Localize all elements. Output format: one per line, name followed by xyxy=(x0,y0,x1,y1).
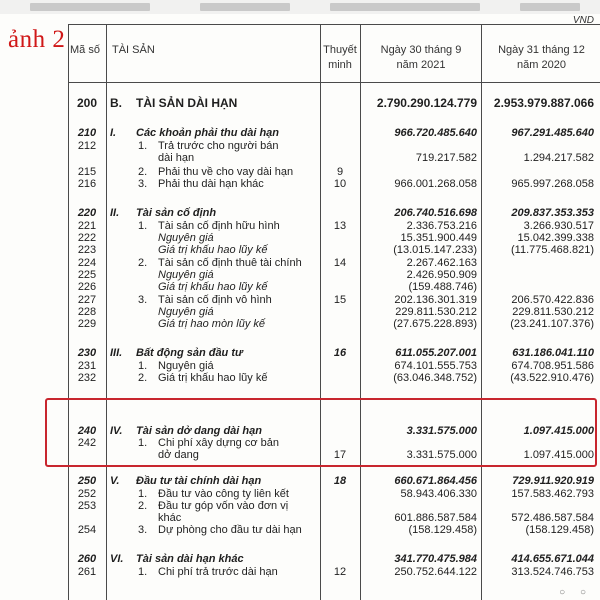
row-value-2020: 572.486.587.584 xyxy=(511,512,594,524)
row-code: 224 xyxy=(77,257,97,269)
row-value-2021: 611.055.207.001 xyxy=(395,347,477,359)
row-code: 216 xyxy=(77,178,97,190)
row-name: TÀI SẢN DÀI HẠN xyxy=(136,96,238,110)
row-value-2021: 202.136.301.319 xyxy=(394,294,477,306)
row-roman: III. xyxy=(110,347,123,359)
row-item-number: 1. xyxy=(138,220,148,232)
table-row xyxy=(0,269,600,281)
row-code: 230 xyxy=(77,347,97,359)
row-name: dở dang xyxy=(158,449,199,461)
row-value-2020: 157.583.462.793 xyxy=(511,488,594,500)
currency-label: VND xyxy=(572,15,594,26)
row-note: 13 xyxy=(333,220,347,232)
row-name: Tài sản cố định xyxy=(136,207,217,219)
table-row xyxy=(0,372,600,384)
row-name: Nguyên giá xyxy=(158,232,214,244)
row-item-number: 2. xyxy=(138,372,148,384)
row-name: Phải thu dài hạn khác xyxy=(158,178,264,190)
row-code: 242 xyxy=(77,437,97,449)
row-code: 227 xyxy=(77,294,97,306)
row-code: 200 xyxy=(76,96,98,110)
row-value-2020: 209.837.353.353 xyxy=(511,207,594,219)
row-code: 223 xyxy=(77,244,97,256)
row-name: Dự phòng cho đầu tư dài hạn xyxy=(158,524,302,536)
row-name: Trả trước cho người bán xyxy=(158,140,279,152)
row-item-number: 3. xyxy=(138,524,148,536)
header-code: Mã số xyxy=(70,44,100,56)
row-name: Bất động sản đầu tư xyxy=(136,347,243,359)
table-row xyxy=(0,512,600,524)
row-name: Các khoản phải thu dài hạn xyxy=(136,127,280,139)
row-value-2020: (11.775.468.821) xyxy=(511,244,594,256)
row-name: Nguyên giá xyxy=(158,269,214,281)
header-col1-2: năm 2021 xyxy=(396,59,446,71)
row-roman: B. xyxy=(110,96,122,110)
row-value-2020: 3.266.930.517 xyxy=(523,220,594,232)
header-note-2: minh xyxy=(328,59,352,71)
row-code: 261 xyxy=(77,566,97,578)
row-name: Tài sản cố định thuê tài chính xyxy=(158,257,302,269)
row-value-2021: 3.331.575.000 xyxy=(406,425,477,437)
row-name: Đầu tư vào công ty liên kết xyxy=(158,488,289,500)
table-row xyxy=(0,306,600,318)
header-assets: TÀI SẢN xyxy=(112,44,155,56)
table-row xyxy=(0,166,600,178)
table-row xyxy=(0,488,600,500)
table-row xyxy=(0,220,600,232)
header-col2-2: năm 2020 xyxy=(517,59,566,71)
row-name: dài hạn xyxy=(158,152,195,164)
row-name: Đầu tư góp vốn vào đơn vị xyxy=(158,500,289,512)
row-code: 229 xyxy=(77,318,97,330)
table-row xyxy=(0,566,600,578)
row-value-2021: 674.101.555.753 xyxy=(394,360,477,372)
row-name: Tài sản cố định hữu hình xyxy=(158,220,280,232)
row-code: 215 xyxy=(77,166,97,178)
row-item-number: 1. xyxy=(138,566,148,578)
row-name: Tài sản dở dang dài hạn xyxy=(136,425,262,437)
row-code: 253 xyxy=(77,500,97,512)
table-row xyxy=(0,257,600,269)
row-value-2020: 206.570.422.836 xyxy=(511,294,594,306)
row-roman: V. xyxy=(110,475,120,487)
row-value-2020: 414.655.671.044 xyxy=(511,553,594,565)
row-code: 232 xyxy=(77,372,97,384)
row-value-2021: 2.267.462.163 xyxy=(406,257,477,269)
row-roman: II. xyxy=(110,207,120,219)
table-row xyxy=(0,97,600,109)
row-value-2020: 1.294.217.582 xyxy=(523,152,594,164)
row-value-2021: 250.752.644.122 xyxy=(394,566,477,578)
row-name: Giá trị khấu hao lũy kế xyxy=(158,244,268,256)
table-row xyxy=(0,475,600,487)
table-row xyxy=(0,232,600,244)
row-code: 254 xyxy=(77,524,97,536)
row-value-2020: 631.186.041.110 xyxy=(512,347,594,359)
row-value-2021: (13.015.147.233) xyxy=(393,244,477,256)
row-value-2020: 1.097.415.000 xyxy=(523,425,594,437)
row-value-2021: 2.790.290.124.779 xyxy=(376,96,477,110)
row-value-2021: 206.740.516.698 xyxy=(394,207,477,219)
row-item-number: 2. xyxy=(138,500,148,512)
row-value-2021: (159.488.746) xyxy=(408,281,477,293)
header-col2-1: Ngày 31 tháng 12 xyxy=(498,44,585,56)
row-code: 252 xyxy=(77,488,97,500)
table-row xyxy=(0,553,600,565)
row-code: 225 xyxy=(77,269,97,281)
row-note: 15 xyxy=(333,294,347,306)
row-item-number: 3. xyxy=(138,178,148,190)
row-name: Giá trị khấu hao lũy kế xyxy=(158,281,268,293)
table-row xyxy=(0,244,600,256)
row-value-2021: 3.331.575.000 xyxy=(406,449,477,461)
top-browser-strip xyxy=(0,0,600,14)
row-item-number: 1. xyxy=(138,437,148,449)
row-value-2020: 674.708.951.586 xyxy=(511,360,594,372)
row-value-2020: 15.042.399.338 xyxy=(517,232,594,244)
row-value-2021: 58.943.406.330 xyxy=(400,488,477,500)
row-item-number: 1. xyxy=(138,488,148,500)
table-row xyxy=(0,294,600,306)
row-note: 14 xyxy=(333,257,347,269)
row-value-2020: 965.997.268.058 xyxy=(511,178,594,190)
row-value-2021: 2.336.753.216 xyxy=(406,220,477,232)
row-name: Phải thu về cho vay dài hạn xyxy=(158,166,294,178)
row-code: 231 xyxy=(77,360,97,372)
row-name: Chi phí trả trước dài hạn xyxy=(158,566,278,578)
table-row xyxy=(0,207,600,219)
row-value-2021: (158.129.458) xyxy=(408,524,477,536)
row-roman: VI. xyxy=(110,553,124,565)
row-code: 210 xyxy=(77,127,97,139)
row-roman: IV. xyxy=(110,425,123,437)
row-item-number: 1. xyxy=(138,360,148,372)
row-value-2021: 601.886.587.584 xyxy=(394,512,477,524)
table-row xyxy=(0,178,600,190)
balance-sheet xyxy=(0,24,600,600)
row-note: 10 xyxy=(333,178,347,190)
row-value-2020: (23.241.107.376) xyxy=(510,318,594,330)
table-row xyxy=(0,127,600,139)
row-name: Nguyên giá xyxy=(158,360,214,372)
row-value-2021: 15.351.900.449 xyxy=(400,232,477,244)
row-name: Chi phí xây dựng cơ bản xyxy=(158,437,279,449)
row-code: 221 xyxy=(77,220,97,232)
row-value-2020: (43.522.910.476) xyxy=(510,372,594,384)
row-value-2020: (158.129.458) xyxy=(525,524,594,536)
row-value-2021: 660.671.864.456 xyxy=(394,475,477,487)
row-code: 260 xyxy=(77,553,97,565)
row-value-2020: 967.291.485.640 xyxy=(511,127,594,139)
row-value-2020: 1.097.415.000 xyxy=(523,449,594,461)
row-name: khác xyxy=(158,512,182,524)
row-name: Tài sản cố định vô hình xyxy=(158,294,272,306)
row-value-2021: 341.770.475.984 xyxy=(394,553,477,565)
table-row xyxy=(0,318,600,330)
row-value-2021: 966.720.485.640 xyxy=(394,127,477,139)
row-value-2021: 229.811.530.212 xyxy=(395,306,477,318)
row-value-2021: (27.675.228.893) xyxy=(393,318,477,330)
header-col1-1: Ngày 30 tháng 9 xyxy=(380,44,462,56)
table-row xyxy=(0,347,600,359)
row-item-number: 1. xyxy=(138,140,148,152)
row-code: 220 xyxy=(77,207,97,219)
highlight-box xyxy=(45,398,597,467)
row-value-2020: 2.953.979.887.066 xyxy=(493,96,594,110)
row-code: 228 xyxy=(77,306,97,318)
row-item-number: 2. xyxy=(138,166,148,178)
row-note: 9 xyxy=(336,166,344,178)
row-name: Giá trị khấu hao lũy kế xyxy=(158,372,268,384)
row-value-2021: 2.426.950.909 xyxy=(406,269,477,281)
row-value-2021: 966.001.268.058 xyxy=(394,178,477,190)
bottom-icons: ○ ○ xyxy=(559,587,592,598)
row-name: Giá trị hao mòn lũy kế xyxy=(158,318,265,330)
image-label: ảnh 2 xyxy=(8,26,66,53)
row-note: 18 xyxy=(333,475,347,487)
row-code: 240 xyxy=(77,425,97,437)
table-row xyxy=(0,500,600,512)
row-value-2020: 229.811.530.212 xyxy=(512,306,594,318)
table-row xyxy=(0,152,600,164)
row-note: 16 xyxy=(333,347,347,359)
row-code: 250 xyxy=(77,475,97,487)
row-item-number: 2. xyxy=(138,257,148,269)
row-value-2020: 729.911.920.919 xyxy=(512,475,594,487)
row-code: 226 xyxy=(77,281,97,293)
row-name: Đầu tư tài chính dài hạn xyxy=(136,475,262,487)
row-value-2021: 719.217.582 xyxy=(415,152,477,164)
row-note: 17 xyxy=(333,449,347,461)
table-row xyxy=(0,524,600,536)
row-code: 212 xyxy=(77,140,97,152)
header-note-1: Thuyết xyxy=(323,44,357,56)
row-value-2020: 313.524.746.753 xyxy=(511,566,594,578)
row-item-number: 3. xyxy=(138,294,148,306)
row-name: Nguyên giá xyxy=(158,306,214,318)
table-row xyxy=(0,360,600,372)
row-note: 12 xyxy=(333,566,347,578)
row-code: 222 xyxy=(77,232,97,244)
row-roman: I. xyxy=(110,127,117,139)
row-name: Tài sản dài hạn khác xyxy=(136,553,244,565)
table-row xyxy=(0,281,600,293)
table-row xyxy=(0,140,600,152)
row-value-2021: (63.046.348.752) xyxy=(393,372,477,384)
